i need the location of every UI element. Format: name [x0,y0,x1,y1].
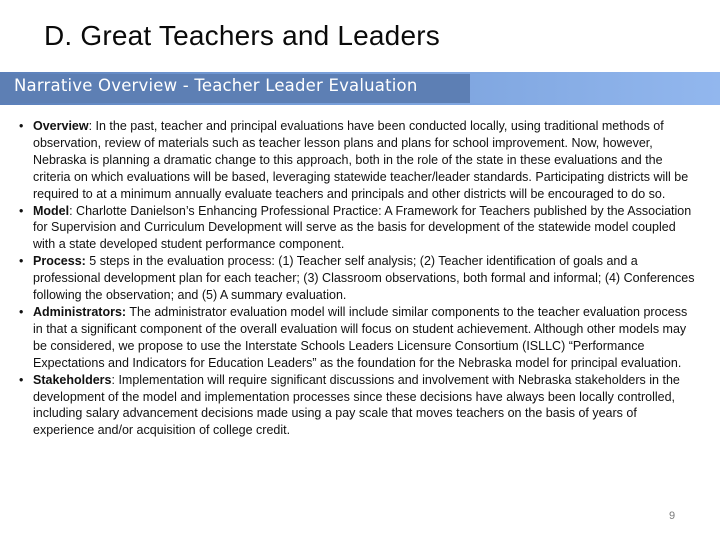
bullet-stakeholders [18,372,698,440]
bullet-text: The administrator evaluation model will include similar components to the teacher evaluation process in that a significant component of the overall evaluation will focus on student achievement. Although other models may be considered, we propose to use the Interstate Schools Leaders Licensure Consortium (ISLLC) “Performance Expectations and Indicators for Education Leaders” as the foundation for the Nebraska model for principal evaluation. [33,304,688,370]
bullet-marker: • [19,119,24,133]
bullet-label: Stakeholders [33,372,112,387]
section-banner-text: Narrative Overview - Teacher Leader Evaluation [14,76,418,95]
page-number: 9 [669,510,676,522]
bullet-list [18,118,698,439]
bullet-overview [18,118,698,203]
bullet-process [18,253,698,304]
slide-title: D. Great Teachers and Leaders [44,20,440,51]
bullet-marker: • [19,203,24,218]
bullet-marker: • [19,254,24,269]
bullet-text: : Charlotte Danielson’s Enhancing Professional Practice: A Framework for Teachers published by the Association for Supervision and Curriculum Development will serve as the basis for development of the statewide model coupled with a state developed student performance component. [33,203,692,252]
bullet-label: Overview [33,119,89,133]
bullet-marker: • [19,304,24,319]
bullet-label: Model [33,203,70,218]
bullet-text: 5 steps in the evaluation process: (1) Teacher self analysis; (2) Teacher identification of goals and a professional development plan for each teacher; (3) Classroom observations, both formal and informal; (4) Conferences following the observation; and (5) A summary evaluation. [33,254,695,303]
bullet-model [18,203,698,254]
section-banner [0,72,720,105]
bullet-marker: • [19,372,24,387]
bullet-administrators [18,304,698,372]
bullet-label: Administrators: [33,304,127,319]
bullet-text: : Implementation will require significant discussions and involvement with Nebraska stakeholders in the development of the model and implementation processes since these decisions have always been locally controlled, including salary advancement decisions made using a pay scale that moves teachers on the basis of years of experience and/or acquisition of college credit. [33,372,680,438]
bullet-text: : In the past, teacher and principal evaluations have been conducted locally, using traditional methods of observation, review of materials such as teacher lesson plans and plans for school improvement. Now, however, Nebraska is planning a dramatic change to this approach, both in the role of the state in these evaluations and the criteria on which evaluations will be based, leveraging statewide teacher/leader standards. Participating districts will be required to at a minimum annually evaluate teachers and principals and other districts will be encouraged to do so. [33,119,689,201]
bullet-label: Process: [33,254,86,269]
